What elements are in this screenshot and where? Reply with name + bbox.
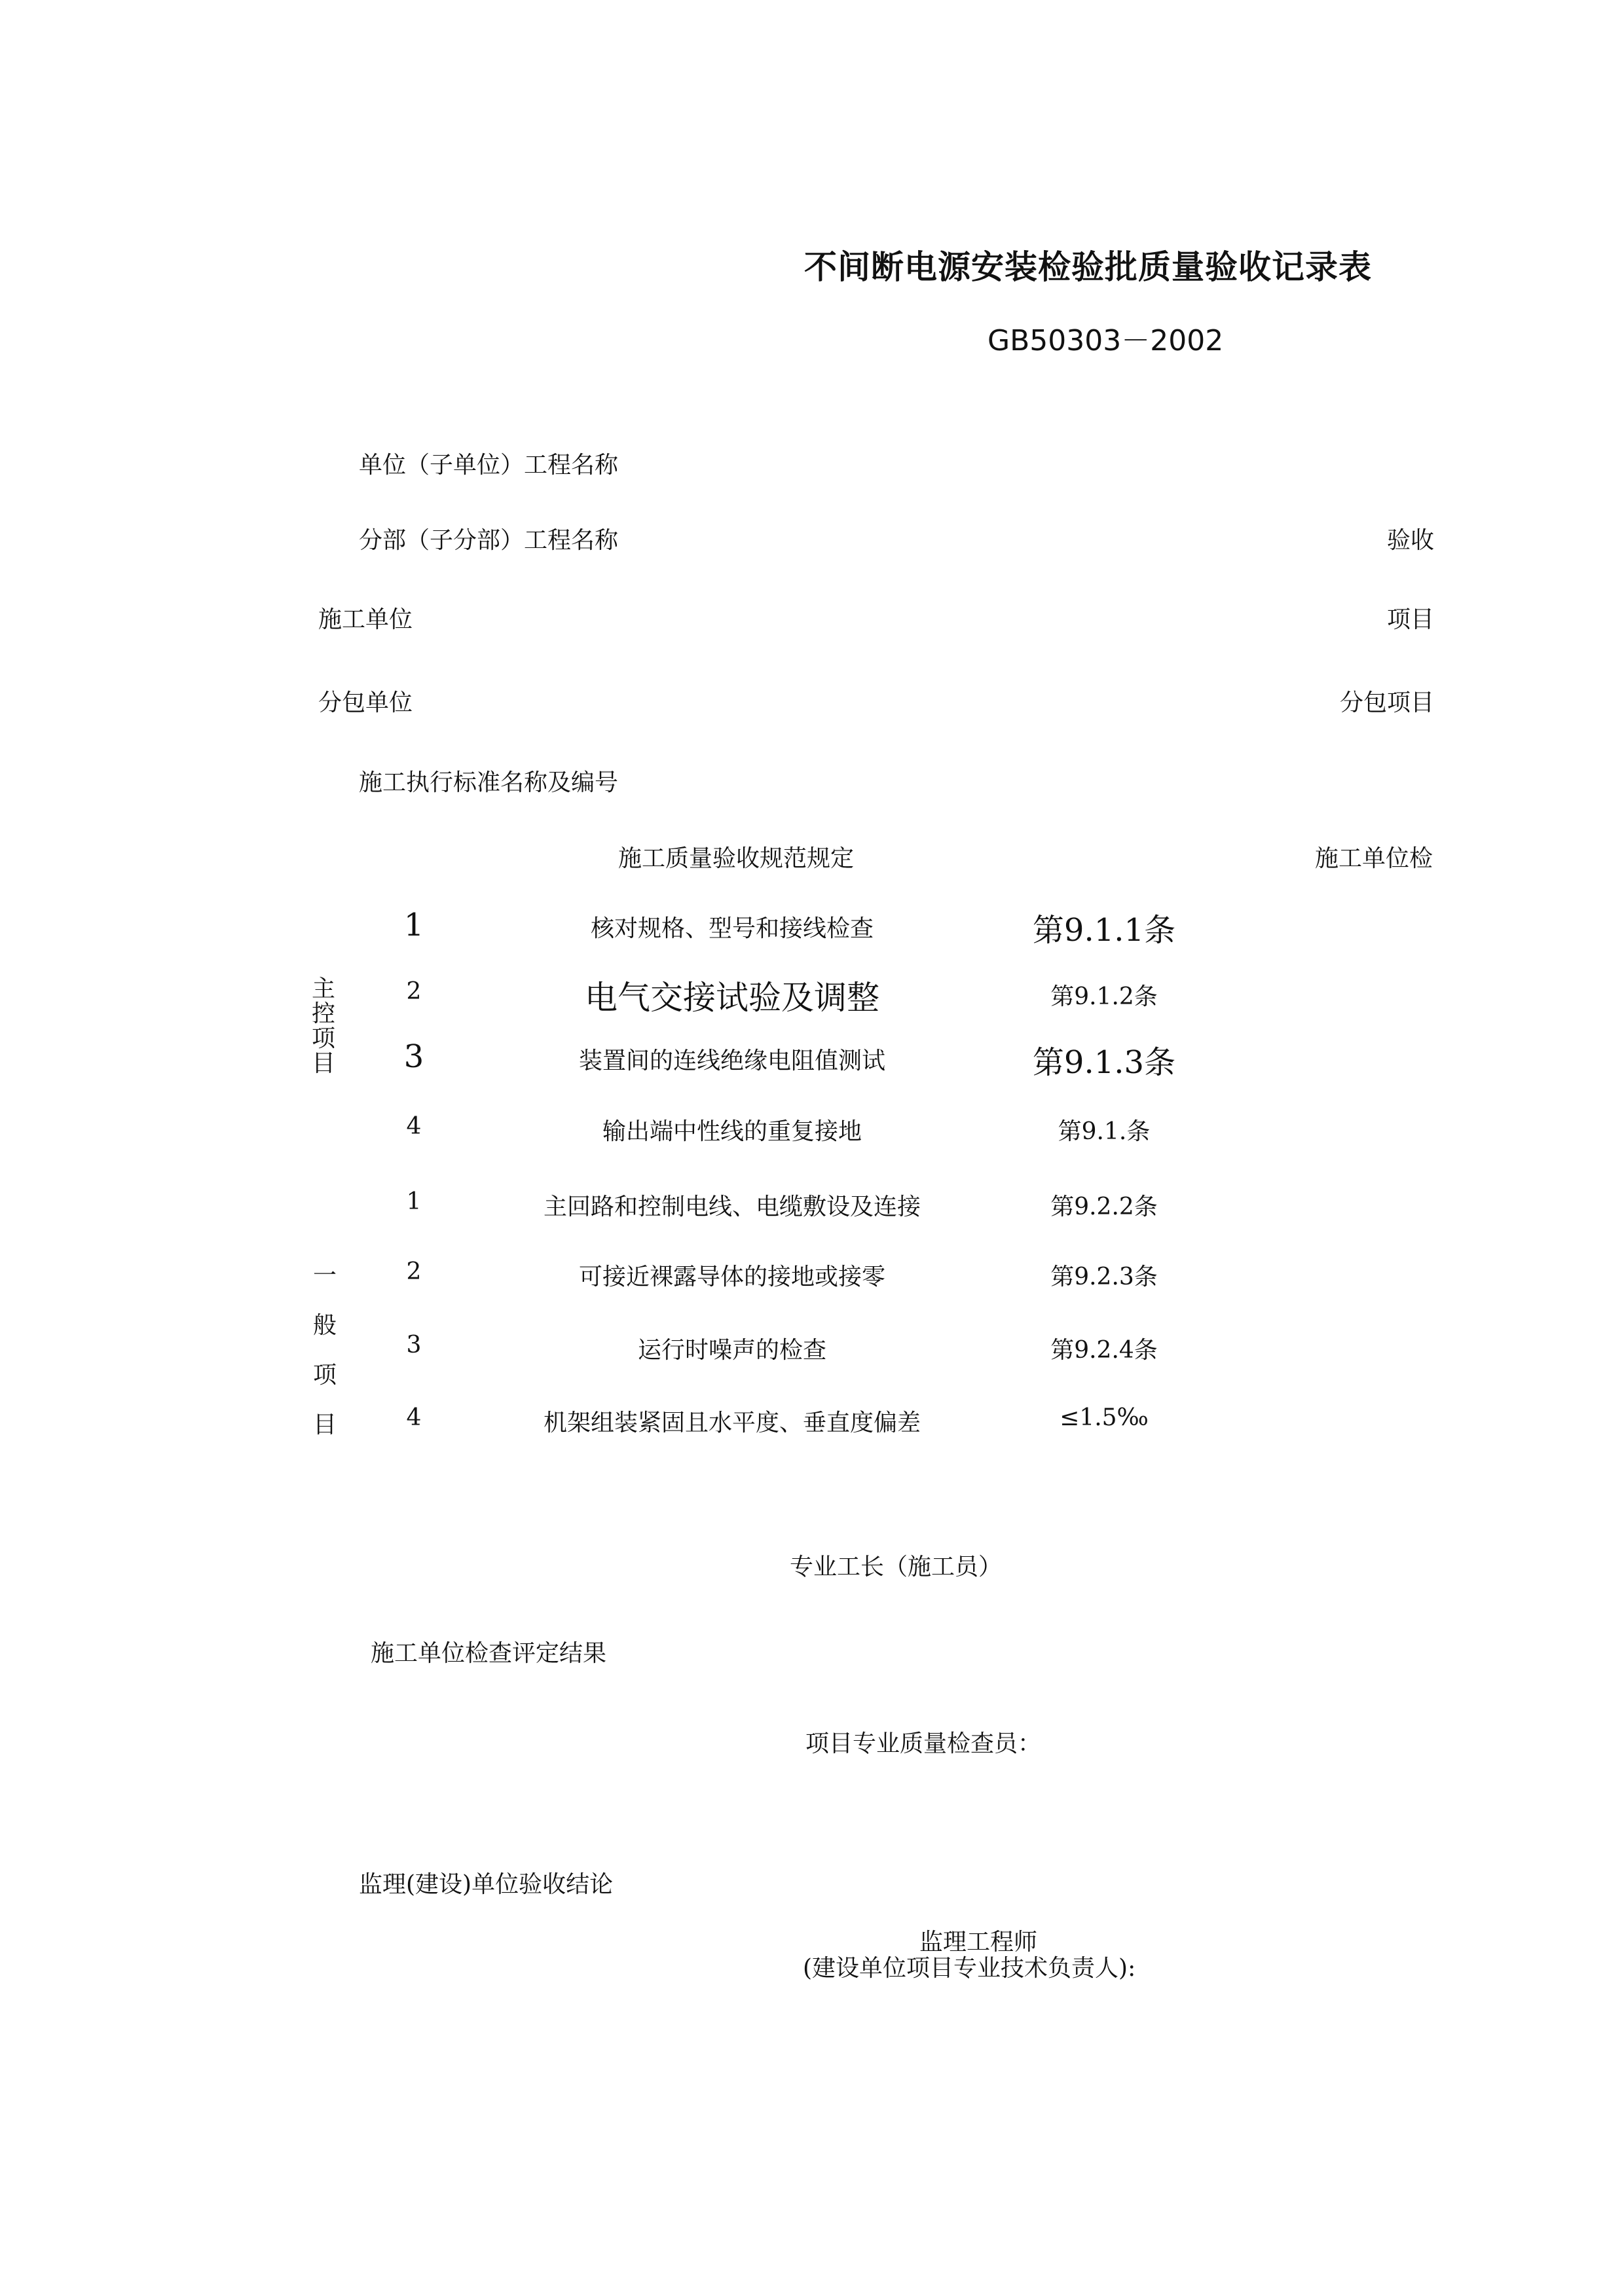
main-item-clause: 第9.1.3条 (1032, 1044, 1176, 1081)
main-item-text: 核对规格、型号和接线检查 (590, 915, 874, 942)
main-item-text: 电气交接试验及调整 (585, 979, 879, 1017)
general-item-no: 4 (406, 1404, 422, 1431)
general-item-text: 主回路和控制电线、电缆敷设及连接 (543, 1194, 921, 1220)
general-items-label-char: 般 (313, 1312, 337, 1339)
subcontract-unit-label: 分包单位 (318, 689, 413, 716)
construction-unit-label: 施工单位 (318, 606, 413, 633)
project-label: 项目 (1387, 606, 1435, 633)
main-item-text: 输出端中性线的重复接地 (602, 1118, 862, 1145)
main-item-clause: 第9.1.条 (1058, 1118, 1151, 1145)
general-item-no: 1 (406, 1188, 422, 1215)
supervisor-label: 监理工程师 (919, 1929, 1038, 1956)
acceptance-label: 验收 (1387, 527, 1435, 554)
general-items-label-char: 目 (313, 1412, 337, 1438)
main-item-clause: 第9.1.1条 (1032, 912, 1176, 949)
standard-code: GB50303－2002 (987, 324, 1224, 357)
general-items-label-char: 项 (313, 1362, 337, 1389)
general-item-clause: ≤1.5‰ (1060, 1404, 1149, 1431)
foreman-label: 专业工长（施工员） (790, 1554, 1003, 1580)
supervision-conclusion-label: 监理(建设)单位验收结论 (359, 1871, 614, 1898)
owner-rep-label: (建设单位项目专业技术负责人): (803, 1955, 1136, 1982)
general-item-clause: 第9.2.3条 (1050, 1264, 1158, 1290)
general-item-no: 3 (406, 1332, 422, 1358)
spec-column-header: 施工质量验收规范规定 (618, 845, 855, 872)
check-result-label: 施工单位检查评定结果 (371, 1640, 607, 1667)
page-title: 不间断电源安装检验批质量验收记录表 (804, 248, 1372, 286)
sub-project-label: 分部（子分部）工程名称 (359, 527, 619, 554)
general-item-text: 机架组装紧固且水平度、垂直度偏差 (543, 1410, 921, 1436)
main-item-no: 3 (403, 1038, 424, 1075)
general-item-text: 运行时噪声的检查 (637, 1337, 827, 1364)
main-item-no: 2 (406, 978, 422, 1005)
unit-project-label: 单位（子单位）工程名称 (359, 452, 619, 479)
main-item-text: 装置间的连线绝缘电阻值测试 (578, 1048, 886, 1074)
general-items-label-char: 一 (313, 1262, 337, 1289)
general-item-text: 可接近裸露导体的接地或接零 (578, 1264, 886, 1290)
quality-inspector-label: 项目专业质量检查员： (805, 1730, 1042, 1757)
standard-name-label: 施工执行标准名称及编号 (359, 769, 619, 796)
general-item-no: 2 (406, 1258, 422, 1285)
main-item-no: 1 (403, 907, 424, 943)
main-items-label: 主 控 项 目 (311, 975, 335, 1077)
main-item-clause: 第9.1.2条 (1050, 983, 1158, 1010)
general-item-clause: 第9.2.2条 (1050, 1194, 1158, 1220)
main-item-no: 4 (406, 1113, 422, 1140)
general-item-clause: 第9.2.4条 (1050, 1337, 1158, 1364)
check-column-header: 施工单位检 (1315, 845, 1433, 872)
subcontract-project-label: 分包项目 (1340, 689, 1435, 716)
